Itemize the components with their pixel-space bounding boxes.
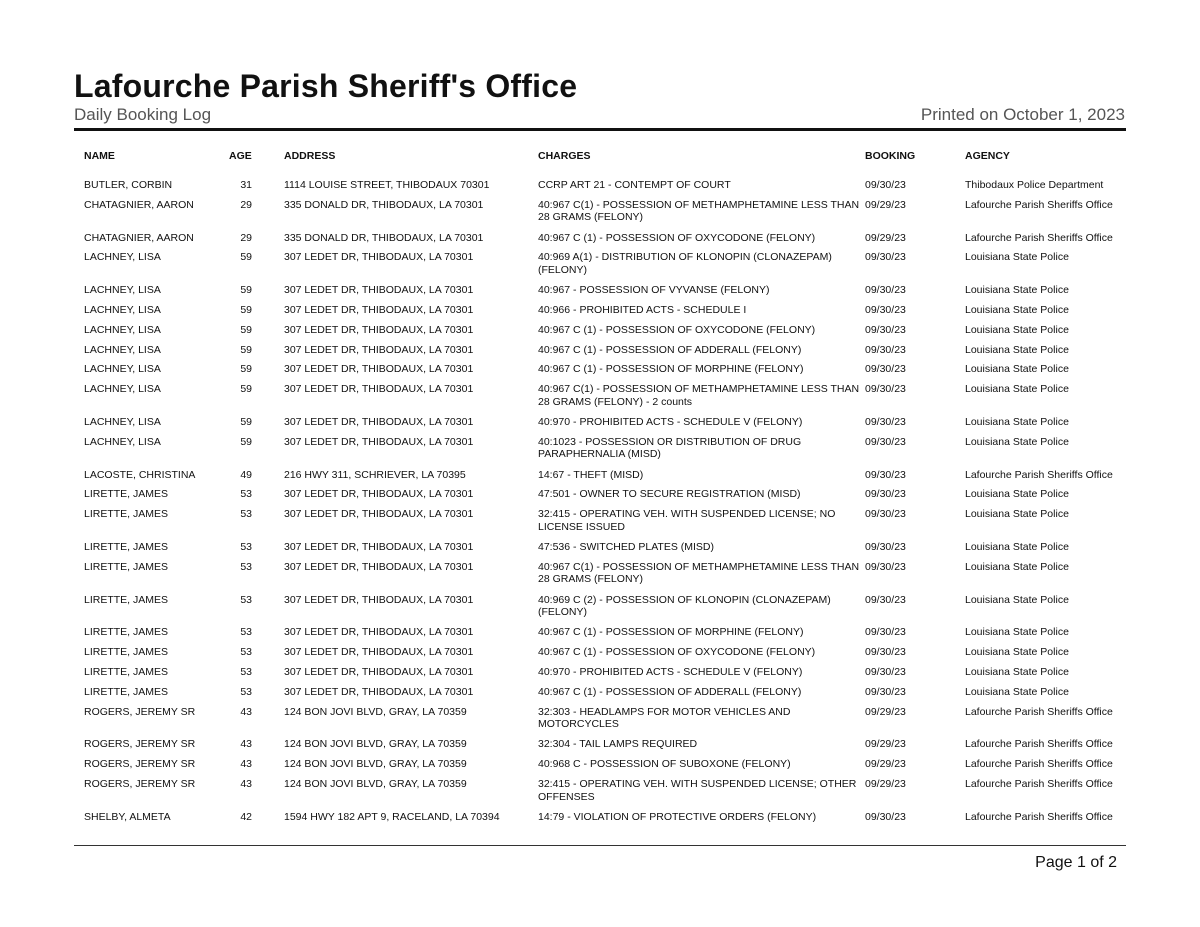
cell-address: 307 LEDET DR, THIBODAUX, LA 70301 bbox=[284, 646, 474, 659]
cell-booking: 09/30/23 bbox=[865, 179, 906, 191]
cell-agency: Louisiana State Police bbox=[965, 383, 1069, 396]
cell-charges: 40:967 C (1) - POSSESSION OF OXYCODONE (FELONY) bbox=[538, 231, 816, 244]
cell-charges: 47:536 - SWITCHED PLATES (MISD) bbox=[538, 540, 715, 553]
cell-age: 43 bbox=[240, 777, 252, 790]
cell-age: 59 bbox=[240, 251, 252, 264]
cell-name: LACHNEY, LISA bbox=[84, 284, 161, 297]
table-row bbox=[0, 738, 1200, 758]
cell-name: ROGERS, JEREMY SR bbox=[84, 705, 196, 718]
cell-charges: 32:415 - OPERATING VEH. WITH SUSPENDED LICENSE; NO LICENSE ISSUED bbox=[538, 508, 836, 533]
header-agency: AGENCY bbox=[965, 150, 1010, 162]
cell-address: 307 LEDET DR, THIBODAUX, LA 70301 bbox=[284, 415, 474, 428]
cell-booking: 09/30/23 bbox=[865, 508, 906, 521]
header-booking: BOOKING bbox=[865, 150, 916, 162]
cell-address: 307 LEDET DR, THIBODAUX, LA 70301 bbox=[284, 626, 474, 639]
cell-name: CHATAGNIER, AARON bbox=[84, 198, 194, 211]
cell-age: 53 bbox=[240, 626, 252, 639]
table-row bbox=[0, 508, 1200, 541]
table-row bbox=[0, 436, 1200, 469]
cell-booking: 09/29/23 bbox=[865, 777, 906, 790]
table-row bbox=[0, 469, 1200, 489]
cell-age: 59 bbox=[240, 363, 252, 376]
cell-agency: Louisiana State Police bbox=[965, 323, 1069, 336]
cell-name: LIRETTE, JAMES bbox=[84, 593, 169, 606]
cell-booking: 09/30/23 bbox=[865, 665, 906, 678]
cell-age: 42 bbox=[240, 810, 252, 823]
cell-booking: 09/29/23 bbox=[865, 198, 906, 211]
table-header bbox=[0, 150, 1200, 164]
cell-charges: 40:969 C (2) - POSSESSION OF KLONOPIN (CLONAZEPAM) (FELONY) bbox=[538, 593, 831, 619]
cell-name: LIRETTE, JAMES bbox=[84, 488, 169, 501]
table-row bbox=[0, 758, 1200, 778]
cell-age: 53 bbox=[240, 560, 252, 573]
cell-agency: Louisiana State Police bbox=[965, 508, 1069, 521]
cell-charges: 40:967 - POSSESSION OF VYVANSE (FELONY) bbox=[538, 284, 770, 297]
cell-agency: Lafourche Parish Sheriffs Office bbox=[965, 810, 1113, 823]
cell-agency: Louisiana State Police bbox=[965, 665, 1069, 678]
cell-name: LIRETTE, JAMES bbox=[84, 626, 169, 639]
cell-charges: 40:970 - PROHIBITED ACTS - SCHEDULE V (FELONY) bbox=[538, 665, 803, 678]
cell-agency: Louisiana State Police bbox=[965, 303, 1069, 316]
cell-charges: 40:967 C (1) - POSSESSION OF OXYCODONE (FELONY) bbox=[538, 646, 816, 659]
table-row bbox=[0, 686, 1200, 706]
table-row bbox=[0, 363, 1200, 383]
cell-name: LIRETTE, JAMES bbox=[84, 560, 169, 573]
cell-agency: Lafourche Parish Sheriffs Office bbox=[965, 777, 1113, 790]
cell-age: 49 bbox=[240, 468, 252, 481]
cell-age: 53 bbox=[240, 646, 252, 659]
table-row bbox=[0, 541, 1200, 561]
cell-booking: 09/30/23 bbox=[865, 383, 906, 396]
table-row bbox=[0, 626, 1200, 646]
cell-address: 124 BON JOVI BLVD, GRAY, LA 70359 bbox=[284, 738, 467, 751]
cell-name: SHELBY, ALMETA bbox=[84, 810, 171, 823]
cell-agency: Louisiana State Police bbox=[965, 284, 1069, 297]
cell-charges: 40:968 C - POSSESSION OF SUBOXONE (FELONY) bbox=[538, 758, 791, 771]
cell-booking: 09/30/23 bbox=[865, 323, 906, 336]
cell-address: 307 LEDET DR, THIBODAUX, LA 70301 bbox=[284, 435, 474, 448]
cell-name: BUTLER, CORBIN bbox=[84, 179, 173, 191]
cell-address: 307 LEDET DR, THIBODAUX, LA 70301 bbox=[284, 251, 474, 264]
cell-address: 307 LEDET DR, THIBODAUX, LA 70301 bbox=[284, 560, 474, 573]
table-row bbox=[0, 251, 1200, 284]
cell-booking: 09/30/23 bbox=[865, 626, 906, 639]
booking-table-body bbox=[0, 179, 1200, 831]
cell-address: 307 LEDET DR, THIBODAUX, LA 70301 bbox=[284, 593, 474, 606]
cell-address: 307 LEDET DR, THIBODAUX, LA 70301 bbox=[284, 343, 474, 356]
table-row bbox=[0, 488, 1200, 508]
cell-name: ROGERS, JEREMY SR bbox=[84, 777, 196, 790]
cell-charges: 32:303 - HEADLAMPS FOR MOTOR VEHICLES AND MOTORCYCLES bbox=[538, 705, 791, 731]
cell-address: 307 LEDET DR, THIBODAUX, LA 70301 bbox=[284, 488, 474, 501]
table-row bbox=[0, 179, 1200, 199]
table-row bbox=[0, 778, 1200, 811]
cell-age: 53 bbox=[240, 665, 252, 678]
cell-address: 307 LEDET DR, THIBODAUX, LA 70301 bbox=[284, 323, 474, 336]
table-row bbox=[0, 232, 1200, 252]
cell-booking: 09/30/23 bbox=[865, 251, 906, 264]
cell-charges: 40:969 A(1) - DISTRIBUTION OF KLONOPIN (CLONAZEPAM) (FELONY) bbox=[538, 251, 832, 276]
cell-age: 31 bbox=[240, 179, 252, 191]
cell-charges: 40:970 - PROHIBITED ACTS - SCHEDULE V (FELONY) bbox=[538, 415, 803, 428]
document-title: Lafourche Parish Sheriff's Office bbox=[74, 68, 578, 104]
cell-name: LIRETTE, JAMES bbox=[84, 540, 169, 553]
cell-age: 29 bbox=[240, 231, 252, 244]
cell-booking: 09/30/23 bbox=[865, 560, 906, 573]
cell-agency: Lafourche Parish Sheriffs Office bbox=[965, 231, 1113, 244]
footer-divider bbox=[74, 845, 1126, 846]
cell-agency: Louisiana State Police bbox=[965, 560, 1069, 573]
cell-charges: 32:415 - OPERATING VEH. WITH SUSPENDED LICENSE; OTHER OFFENSES bbox=[538, 777, 857, 803]
cell-booking: 09/30/23 bbox=[865, 646, 906, 659]
cell-agency: Lafourche Parish Sheriffs Office bbox=[965, 705, 1113, 718]
cell-age: 53 bbox=[240, 593, 252, 606]
cell-charges: 40:967 C (1) - POSSESSION OF ADDERALL (FELONY) bbox=[538, 343, 802, 356]
cell-age: 59 bbox=[240, 303, 252, 316]
cell-booking: 09/30/23 bbox=[865, 488, 906, 501]
cell-name: LACHNEY, LISA bbox=[84, 435, 161, 448]
cell-name: LACOSTE, CHRISTINA bbox=[84, 468, 196, 481]
cell-address: 124 BON JOVI BLVD, GRAY, LA 70359 bbox=[284, 705, 467, 718]
table-row bbox=[0, 199, 1200, 232]
cell-booking: 09/30/23 bbox=[865, 415, 906, 428]
table-row bbox=[0, 594, 1200, 627]
cell-booking: 09/30/23 bbox=[865, 810, 906, 823]
cell-name: LACHNEY, LISA bbox=[84, 323, 161, 336]
cell-agency: Lafourche Parish Sheriffs Office bbox=[965, 198, 1113, 211]
cell-address: 124 BON JOVI BLVD, GRAY, LA 70359 bbox=[284, 758, 467, 771]
header-age: AGE bbox=[229, 150, 252, 162]
cell-age: 53 bbox=[240, 685, 252, 698]
cell-charges: 40:967 C(1) - POSSESSION OF METHAMPHETAMINE LESS THAN 28 GRAMS (FELONY) bbox=[538, 560, 860, 586]
table-row bbox=[0, 646, 1200, 666]
cell-booking: 09/30/23 bbox=[865, 363, 906, 376]
cell-booking: 09/30/23 bbox=[865, 284, 906, 297]
cell-name: CHATAGNIER, AARON bbox=[84, 231, 194, 244]
page-number: Page 1 of 2 bbox=[1035, 854, 1117, 871]
cell-address: 1594 HWY 182 APT 9, RACELAND, LA 70394 bbox=[284, 810, 500, 823]
printed-date: Printed on October 1, 2023 bbox=[920, 105, 1125, 124]
cell-address: 307 LEDET DR, THIBODAUX, LA 70301 bbox=[284, 284, 474, 297]
table-row bbox=[0, 416, 1200, 436]
cell-age: 59 bbox=[240, 323, 252, 336]
cell-booking: 09/30/23 bbox=[865, 685, 906, 698]
cell-address: 307 LEDET DR, THIBODAUX, LA 70301 bbox=[284, 383, 474, 396]
cell-charges: 40:967 C (1) - POSSESSION OF MORPHINE (FELONY) bbox=[538, 626, 804, 639]
cell-age: 43 bbox=[240, 738, 252, 751]
cell-age: 43 bbox=[240, 705, 252, 718]
cell-age: 59 bbox=[240, 415, 252, 428]
cell-booking: 09/29/23 bbox=[865, 231, 906, 244]
cell-name: LACHNEY, LISA bbox=[84, 363, 161, 376]
cell-charges: 32:304 - TAIL LAMPS REQUIRED bbox=[538, 738, 698, 751]
cell-address: 307 LEDET DR, THIBODAUX, LA 70301 bbox=[284, 363, 474, 376]
cell-name: ROGERS, JEREMY SR bbox=[84, 758, 196, 771]
cell-booking: 09/29/23 bbox=[865, 705, 906, 718]
cell-booking: 09/30/23 bbox=[865, 540, 906, 553]
cell-address: 1114 LOUISE STREET, THIBODAUX 70301 bbox=[284, 179, 490, 191]
cell-age: 53 bbox=[240, 508, 252, 521]
cell-age: 59 bbox=[240, 343, 252, 356]
header-divider bbox=[74, 128, 1126, 131]
cell-agency: Louisiana State Police bbox=[965, 593, 1069, 606]
header-address: ADDRESS bbox=[284, 150, 336, 162]
cell-charges: CCRP ART 21 - CONTEMPT OF COURT bbox=[538, 179, 731, 191]
cell-address: 335 DONALD DR, THIBODAUX, LA 70301 bbox=[284, 198, 484, 211]
cell-name: ROGERS, JEREMY SR bbox=[84, 738, 196, 751]
cell-address: 124 BON JOVI BLVD, GRAY, LA 70359 bbox=[284, 777, 467, 790]
cell-agency: Louisiana State Police bbox=[965, 646, 1069, 659]
header-name: NAME bbox=[84, 150, 115, 162]
cell-age: 59 bbox=[240, 284, 252, 297]
cell-age: 59 bbox=[240, 383, 252, 396]
cell-address: 307 LEDET DR, THIBODAUX, LA 70301 bbox=[284, 540, 474, 553]
cell-charges: 40:967 C (1) - POSSESSION OF OXYCODONE (FELONY) bbox=[538, 323, 816, 336]
table-row bbox=[0, 284, 1200, 304]
cell-booking: 09/30/23 bbox=[865, 343, 906, 356]
cell-agency: Louisiana State Police bbox=[965, 343, 1069, 356]
cell-address: 307 LEDET DR, THIBODAUX, LA 70301 bbox=[284, 665, 474, 678]
cell-charges: 40:967 C(1) - POSSESSION OF METHAMPHETAMINE LESS THAN 28 GRAMS (FELONY) bbox=[538, 198, 860, 224]
table-row bbox=[0, 666, 1200, 686]
cell-name: LACHNEY, LISA bbox=[84, 415, 161, 428]
cell-name: LIRETTE, JAMES bbox=[84, 685, 169, 698]
table-row bbox=[0, 304, 1200, 324]
cell-charges: 40:1023 - POSSESSION OR DISTRIBUTION OF DRUG PARAPHERNALIA (MISD) bbox=[538, 435, 802, 461]
cell-name: LIRETTE, JAMES bbox=[84, 665, 169, 678]
cell-booking: 09/30/23 bbox=[865, 303, 906, 316]
cell-age: 59 bbox=[240, 435, 252, 448]
cell-booking: 09/30/23 bbox=[865, 593, 906, 606]
cell-agency: Louisiana State Police bbox=[965, 251, 1069, 264]
cell-booking: 09/30/23 bbox=[865, 435, 906, 448]
cell-agency: Thibodaux Police Department bbox=[965, 179, 1104, 191]
cell-address: 307 LEDET DR, THIBODAUX, LA 70301 bbox=[284, 685, 474, 698]
cell-name: LIRETTE, JAMES bbox=[84, 646, 169, 659]
table-row bbox=[0, 561, 1200, 594]
cell-address: 216 HWY 311, SCHRIEVER, LA 70395 bbox=[284, 468, 466, 481]
cell-name: LACHNEY, LISA bbox=[84, 383, 161, 396]
cell-booking: 09/30/23 bbox=[865, 468, 906, 481]
cell-booking: 09/29/23 bbox=[865, 758, 906, 771]
table-row bbox=[0, 344, 1200, 364]
cell-name: LACHNEY, LISA bbox=[84, 303, 161, 316]
cell-age: 43 bbox=[240, 758, 252, 771]
cell-agency: Lafourche Parish Sheriffs Office bbox=[965, 758, 1113, 771]
cell-agency: Louisiana State Police bbox=[965, 685, 1069, 698]
cell-booking: 09/29/23 bbox=[865, 738, 906, 751]
cell-age: 29 bbox=[240, 198, 252, 211]
table-row bbox=[0, 383, 1200, 416]
cell-address: 335 DONALD DR, THIBODAUX, LA 70301 bbox=[284, 231, 484, 244]
cell-address: 307 LEDET DR, THIBODAUX, LA 70301 bbox=[284, 303, 474, 316]
cell-agency: Louisiana State Police bbox=[965, 626, 1069, 639]
cell-charges: 40:967 C(1) - POSSESSION OF METHAMPHETAMINE LESS THAN 28 GRAMS (FELONY) - 2 counts bbox=[538, 383, 860, 408]
cell-name: LIRETTE, JAMES bbox=[84, 508, 169, 521]
cell-charges: 40:966 - PROHIBITED ACTS - SCHEDULE I bbox=[538, 303, 747, 316]
cell-name: LACHNEY, LISA bbox=[84, 251, 161, 264]
cell-agency: Louisiana State Police bbox=[965, 363, 1069, 376]
document-subtitle: Daily Booking Log bbox=[74, 105, 212, 124]
cell-charges: 14:79 - VIOLATION OF PROTECTIVE ORDERS (FELONY) bbox=[538, 810, 817, 823]
cell-charges: 14:67 - THEFT (MISD) bbox=[538, 468, 644, 481]
cell-agency: Louisiana State Police bbox=[965, 540, 1069, 553]
cell-address: 307 LEDET DR, THIBODAUX, LA 70301 bbox=[284, 508, 474, 521]
table-row bbox=[0, 811, 1200, 831]
cell-age: 53 bbox=[240, 540, 252, 553]
cell-age: 53 bbox=[240, 488, 252, 501]
cell-agency: Louisiana State Police bbox=[965, 415, 1069, 428]
cell-charges: 40:967 C (1) - POSSESSION OF ADDERALL (FELONY) bbox=[538, 685, 802, 698]
cell-charges: 40:967 C (1) - POSSESSION OF MORPHINE (FELONY) bbox=[538, 363, 804, 376]
cell-name: LACHNEY, LISA bbox=[84, 343, 161, 356]
table-row bbox=[0, 706, 1200, 739]
cell-agency: Louisiana State Police bbox=[965, 435, 1069, 448]
cell-agency: Lafourche Parish Sheriffs Office bbox=[965, 468, 1113, 481]
cell-charges: 47:501 - OWNER TO SECURE REGISTRATION (MISD) bbox=[538, 488, 801, 501]
table-row bbox=[0, 324, 1200, 344]
header-charges: CHARGES bbox=[538, 150, 591, 162]
cell-agency: Louisiana State Police bbox=[965, 488, 1069, 501]
cell-agency: Lafourche Parish Sheriffs Office bbox=[965, 738, 1113, 751]
